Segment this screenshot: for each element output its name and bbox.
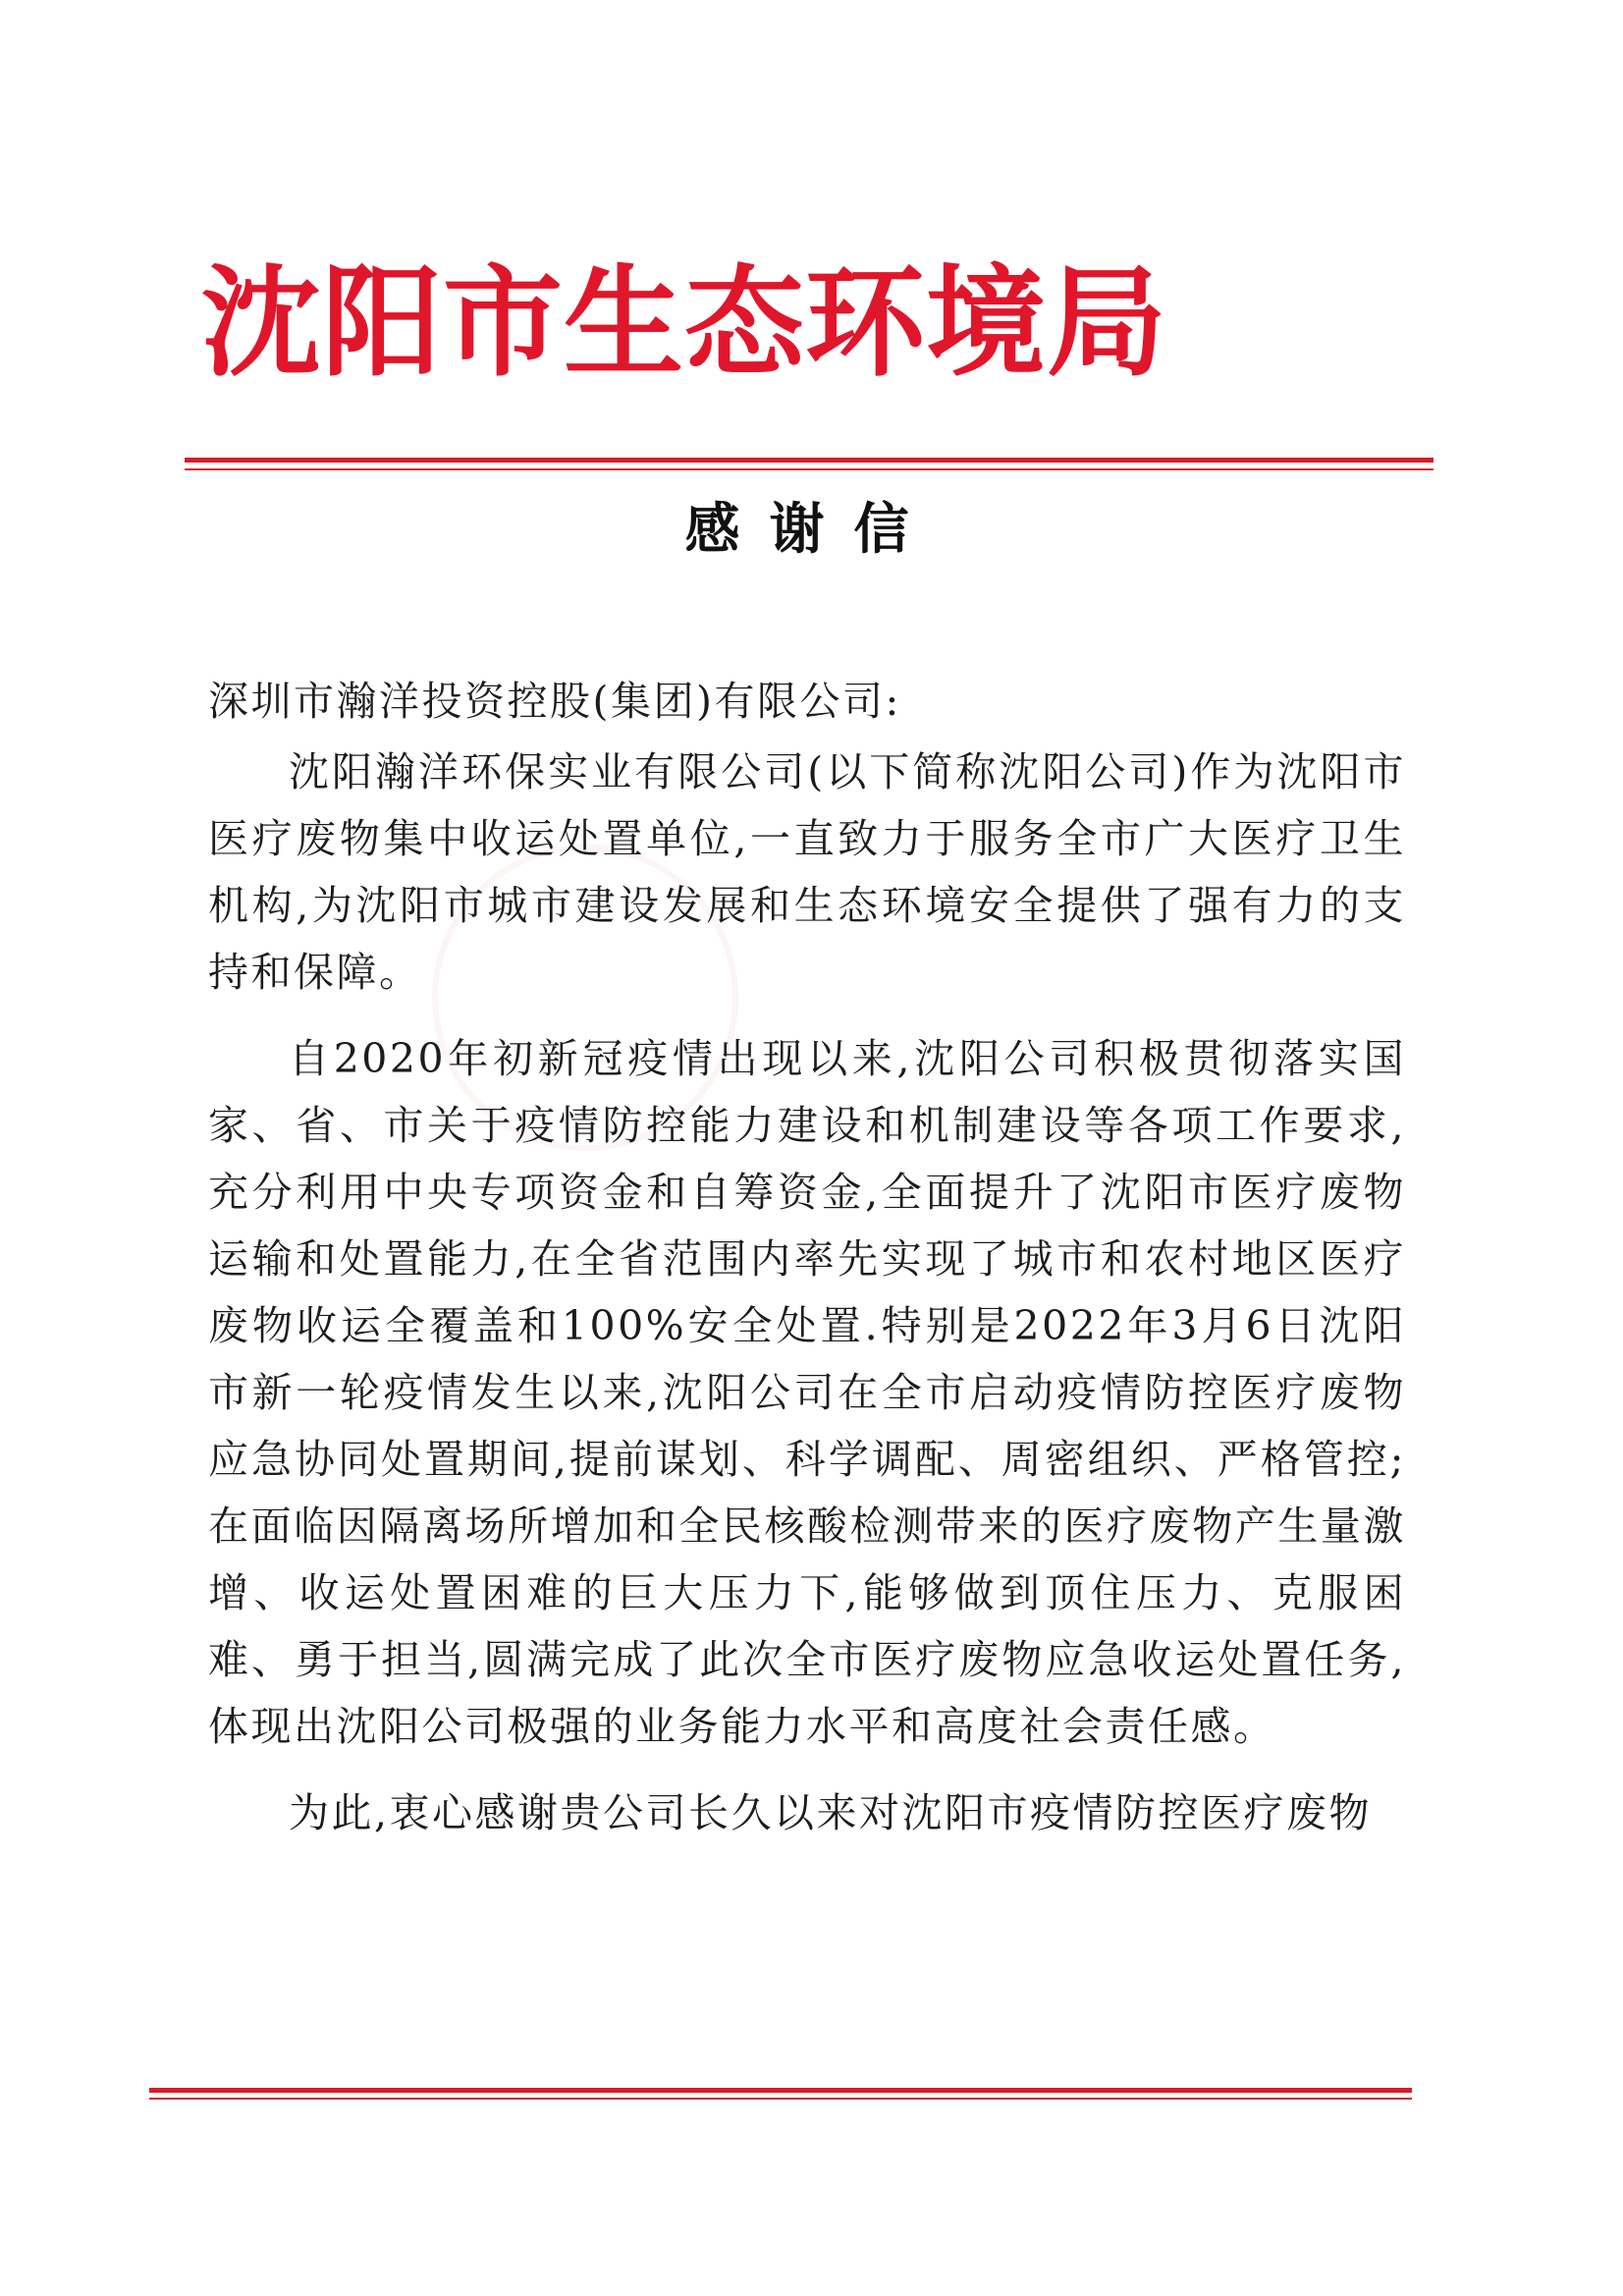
- letterhead-org-name: 沈阳市生态环境局: [201, 253, 1167, 393]
- paragraph-2: 自2020年初新冠疫情出现以来,沈阳公司积极贯彻落实国家、省、市关于疫情防控能力建设和机制建设等各项工作要求,充分利用中央专项资金和自筹资金,全面提升了沈阳市医疗废物运输和处置能力,在全省范围内率先实现了城市和农村地区医疗废物收运全覆盖和100%安全处置.特别是2022年3月6日沈阳市新一轮疫情发生以来,沈阳公司在全市启动疫情防控医疗废物应急协同处置期间,提前谋划、科学调配、周密组织、严格管控;在面临因隔离场所增加和全民核酸检测带来的医疗废物产生量激增、收运处置困难的巨大压力下,能够做到顶住压力、克服困难、勇于担当,圆满完成了此次全市医疗废物应急收运处置任务,体现出沈阳公司极强的业务能力水平和高度社会责任感。: [208, 1035, 1406, 1750]
- paragraph-3: 为此,衷心感谢贵公司长久以来对沈阳市疫情防控医疗废物: [289, 1789, 1373, 1836]
- salutation: 深圳市瀚洋投资控股(集团)有限公司:: [208, 678, 901, 725]
- document-title: 感谢信: [684, 498, 939, 562]
- paragraph-1: 沈阳瀚洋环保实业有限公司(以下简称沈阳公司)作为沈阳市医疗废物集中收运处置单位,一直致力于服务全市广大医疗卫生机构,为沈阳市城市建设发展和生态环境安全提供了强有力的支持和保障。: [208, 748, 1406, 996]
- letter-body: [208, 668, 1406, 1846]
- letterhead-rule-thick: [185, 458, 1434, 463]
- letterhead-rule-thin: [185, 468, 1434, 470]
- footer-rule-thin: [149, 2098, 1412, 2100]
- footer-rule-thick: [149, 2088, 1412, 2093]
